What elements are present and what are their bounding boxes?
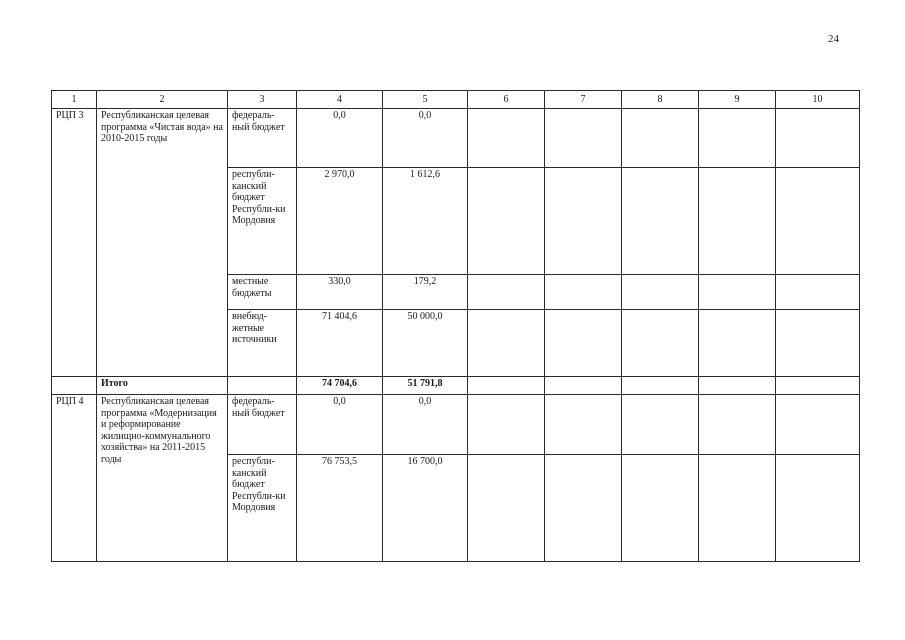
- value-col4: 330,0: [297, 275, 383, 310]
- header-cell: 4: [297, 91, 383, 109]
- header-row: [52, 91, 860, 109]
- value-col5: 179,2: [383, 275, 468, 310]
- funding-source: внебюд-жетные источники: [228, 310, 297, 377]
- program-code: РЦП 4: [52, 395, 97, 562]
- empty-cell: [545, 275, 622, 310]
- value-col4: 71 404,6: [297, 310, 383, 377]
- empty-cell: [52, 377, 97, 395]
- funding-source: местные бюджеты: [228, 275, 297, 310]
- empty-cell: [622, 455, 699, 562]
- funding-source: федераль-ный бюджет: [228, 109, 297, 168]
- value-col4: 76 753,5: [297, 455, 383, 562]
- total-col4: 74 704,6: [297, 377, 383, 395]
- empty-cell: [622, 310, 699, 377]
- total-label: Итого: [97, 377, 228, 395]
- empty-cell: [468, 310, 545, 377]
- value-col5: 16 700,0: [383, 455, 468, 562]
- empty-cell: [776, 109, 860, 168]
- funding-source: республи-канский бюджет Республи-ки Мордовия: [228, 455, 297, 562]
- empty-cell: [468, 377, 545, 395]
- empty-cell: [545, 455, 622, 562]
- header-cell: 3: [228, 91, 297, 109]
- empty-cell: [699, 275, 776, 310]
- total-col5: 51 791,8: [383, 377, 468, 395]
- empty-cell: [468, 455, 545, 562]
- header-cell: 9: [699, 91, 776, 109]
- empty-cell: [699, 109, 776, 168]
- empty-cell: [776, 275, 860, 310]
- header-cell: 10: [776, 91, 860, 109]
- header-cell: 8: [622, 91, 699, 109]
- empty-cell: [776, 168, 860, 275]
- empty-cell: [699, 455, 776, 562]
- empty-cell: [545, 168, 622, 275]
- budget-table: [51, 90, 860, 562]
- empty-cell: [699, 395, 776, 455]
- value-col4: 0,0: [297, 109, 383, 168]
- empty-cell: [622, 395, 699, 455]
- header-cell: 1: [52, 91, 97, 109]
- program-code: РЦП 3: [52, 109, 97, 377]
- header-cell: 2: [97, 91, 228, 109]
- empty-cell: [545, 395, 622, 455]
- value-col4: 0,0: [297, 395, 383, 455]
- value-col4: 2 970,0: [297, 168, 383, 275]
- value-col5: 50 000,0: [383, 310, 468, 377]
- funding-source: федераль-ный бюджет: [228, 395, 297, 455]
- empty-cell: [468, 109, 545, 168]
- empty-cell: [468, 395, 545, 455]
- empty-cell: [622, 377, 699, 395]
- empty-cell: [228, 377, 297, 395]
- empty-cell: [776, 377, 860, 395]
- empty-cell: [699, 168, 776, 275]
- value-col5: 1 612,6: [383, 168, 468, 275]
- empty-cell: [776, 455, 860, 562]
- table-row: [52, 395, 860, 455]
- empty-cell: [545, 377, 622, 395]
- value-col5: 0,0: [383, 395, 468, 455]
- header-cell: 7: [545, 91, 622, 109]
- empty-cell: [545, 109, 622, 168]
- empty-cell: [699, 310, 776, 377]
- funding-source: республи-канский бюджет Республи-ки Мордовия: [228, 168, 297, 275]
- empty-cell: [622, 275, 699, 310]
- empty-cell: [622, 168, 699, 275]
- empty-cell: [776, 395, 860, 455]
- empty-cell: [776, 310, 860, 377]
- empty-cell: [545, 310, 622, 377]
- page-number: 24: [828, 33, 839, 45]
- program-name: Республиканская целевая программа «Модернизация и реформирование жилищно-коммунального хозяйства» на 2011-2015 годы: [97, 395, 228, 562]
- table-row: [52, 109, 860, 168]
- total-row: [52, 377, 860, 395]
- empty-cell: [468, 275, 545, 310]
- header-cell: 5: [383, 91, 468, 109]
- value-col5: 0,0: [383, 109, 468, 168]
- empty-cell: [699, 377, 776, 395]
- program-name: Республиканская целевая программа «Чистая вода» на 2010-2015 годы: [97, 109, 228, 377]
- empty-cell: [622, 109, 699, 168]
- header-cell: 6: [468, 91, 545, 109]
- empty-cell: [468, 168, 545, 275]
